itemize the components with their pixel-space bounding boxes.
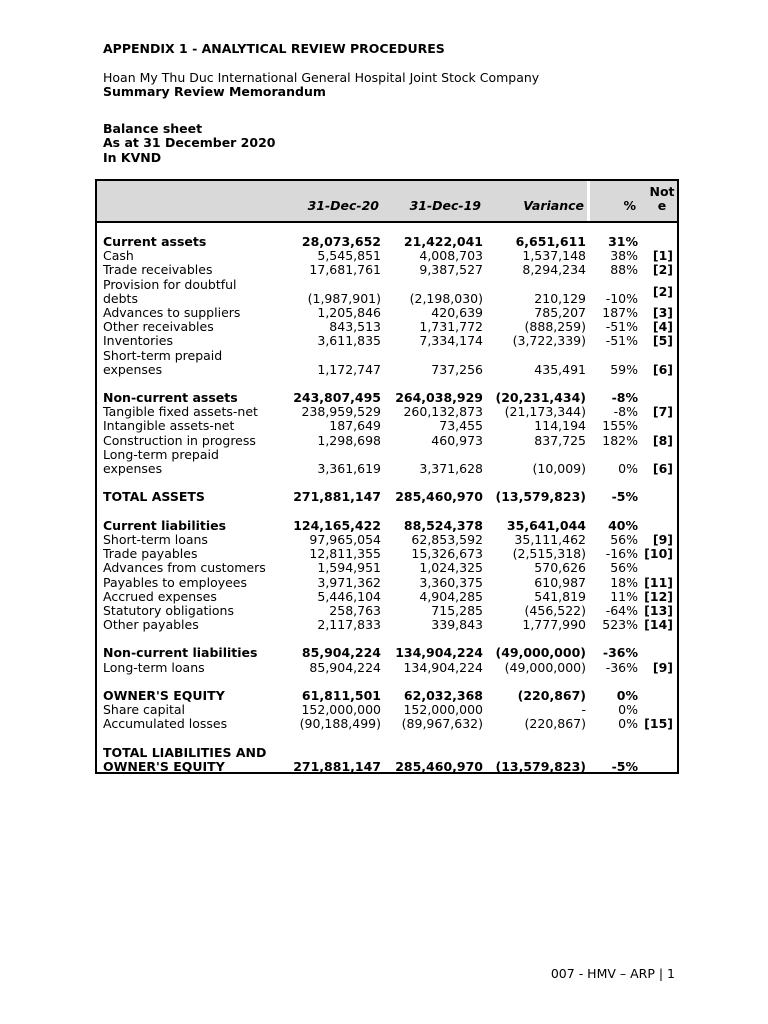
- table-row: [97, 590, 677, 604]
- table-row: [97, 405, 677, 419]
- row-label: Non-current assets: [103, 390, 238, 406]
- variance-value: (49,000,000): [495, 645, 586, 661]
- value-31-dec-19: 4,008,703: [419, 248, 483, 264]
- variance-value: (2,515,318): [512, 546, 586, 562]
- value-31-dec-19: 285,460,970: [395, 489, 483, 505]
- value-31-dec-19: 3,360,375: [419, 574, 483, 590]
- value-31-dec-19: 134,904,224: [403, 659, 483, 675]
- row-label: Inventories: [103, 333, 173, 349]
- table-row: [97, 746, 677, 774]
- percent-value: 59%: [610, 361, 638, 377]
- row-label: Accumulated losses: [103, 716, 228, 732]
- variance-value: 610,987: [534, 574, 586, 590]
- table-row: [97, 604, 677, 618]
- percent-value: 0%: [616, 688, 638, 704]
- balance-sheet-table: [95, 179, 679, 774]
- percent-value: -8%: [613, 404, 638, 420]
- variance-value: 435,491: [534, 361, 586, 377]
- row-label: Cash: [103, 248, 134, 264]
- table-row: [97, 235, 677, 249]
- value-31-dec-19: 460,973: [431, 432, 483, 448]
- row-label: Provision for doubtful: [103, 276, 237, 292]
- value-31-dec-19: 73,455: [439, 418, 483, 434]
- value-31-dec-19: 1,731,772: [419, 319, 483, 335]
- value-31-dec-20: 5,545,851: [317, 248, 381, 264]
- row-label: Short-term prepaid: [103, 347, 223, 363]
- row-label-continued: expenses: [103, 461, 163, 477]
- note-reference: [6]: [652, 361, 673, 377]
- variance-value: (21,173,344): [504, 404, 586, 420]
- note-reference: [6]: [652, 461, 673, 477]
- table-row: [97, 434, 677, 448]
- percent-value: 56%: [610, 531, 638, 547]
- value-31-dec-19: 715,285: [431, 602, 483, 618]
- note-reference: [9]: [652, 531, 673, 547]
- percent-value: 182%: [602, 432, 638, 448]
- percent-value: 31%: [608, 234, 638, 249]
- value-31-dec-20: 1,298,698: [317, 432, 381, 448]
- value-31-dec-19: 62,032,368: [403, 688, 483, 704]
- row-label: Intangible assets-net: [103, 418, 235, 434]
- table-row: [97, 334, 677, 348]
- statement-unit: In KVND: [103, 150, 162, 165]
- value-31-dec-19: (2,198,030): [409, 290, 483, 306]
- value-31-dec-20: 1,594,951: [317, 560, 381, 576]
- percent-value: -36%: [602, 645, 638, 661]
- variance-value: 35,641,044: [506, 517, 586, 533]
- percent-value: -51%: [605, 319, 638, 335]
- variance-value: -: [581, 702, 586, 718]
- note-reference: [1]: [652, 248, 673, 264]
- table-row: [97, 349, 677, 377]
- row-label: Payables to employees: [103, 574, 248, 590]
- variance-value: (888,259): [524, 319, 586, 335]
- header-divider: [587, 181, 590, 221]
- value-31-dec-20: 152,000,000: [301, 702, 381, 718]
- variance-value: 837,725: [534, 432, 586, 448]
- note-reference: [8]: [652, 432, 673, 448]
- percent-value: 187%: [602, 304, 638, 320]
- page-footer: 007 - HMV – ARP | 1: [550, 966, 675, 981]
- value-31-dec-20: 271,881,147: [293, 489, 381, 505]
- value-31-dec-19: 1,024,325: [419, 560, 483, 576]
- value-31-dec-19: 134,904,224: [395, 645, 483, 661]
- column-header-31-dec-19: 31-Dec-19: [409, 198, 481, 213]
- statement-date: As at 31 December 2020: [103, 135, 276, 150]
- percent-value: -5%: [611, 489, 638, 505]
- percent-value: 88%: [610, 262, 638, 278]
- percent-value: 56%: [610, 560, 638, 576]
- column-header-31-dec-20: 31-Dec-20: [307, 198, 379, 213]
- note-reference: [12]: [644, 588, 673, 604]
- value-31-dec-19: 3,371,628: [419, 461, 483, 477]
- row-label: Accrued expenses: [103, 588, 217, 604]
- spacer-row: [97, 675, 677, 689]
- value-31-dec-19: 420,639: [431, 304, 483, 320]
- value-31-dec-20: 85,904,224: [301, 645, 381, 661]
- row-label: Tangible fixed assets-net: [103, 404, 258, 420]
- row-label: Advances to suppliers: [103, 304, 241, 320]
- company-name: Hoan My Thu Duc International General Hospital Joint Stock Company: [103, 70, 540, 85]
- value-31-dec-20: 97,965,054: [309, 531, 381, 547]
- value-31-dec-20: 2,117,833: [317, 617, 381, 633]
- variance-value: 8,294,234: [522, 262, 586, 278]
- row-label: TOTAL LIABILITIES AND: [103, 744, 267, 760]
- spacer-row: [97, 476, 677, 490]
- value-31-dec-20: 85,904,224: [309, 659, 381, 675]
- table-row: [97, 263, 677, 277]
- note-reference: [10]: [644, 546, 673, 562]
- row-label: Construction in progress: [103, 432, 256, 448]
- percent-value: -36%: [605, 659, 638, 675]
- value-31-dec-20: 5,446,104: [317, 588, 381, 604]
- note-reference: [7]: [652, 404, 673, 420]
- percent-value: 38%: [610, 248, 638, 264]
- value-31-dec-20: 271,881,147: [293, 758, 381, 774]
- value-31-dec-20: 1,205,846: [317, 304, 381, 320]
- spacer-row: [97, 377, 677, 391]
- note-reference: [11]: [644, 574, 673, 590]
- percent-value: -10%: [605, 290, 638, 306]
- value-31-dec-20: 187,649: [329, 418, 381, 434]
- value-31-dec-20: 3,971,362: [317, 574, 381, 590]
- row-label: Current liabilities: [103, 517, 227, 533]
- percent-value: 11%: [610, 588, 638, 604]
- table-row: [97, 519, 677, 533]
- value-31-dec-19: 21,422,041: [403, 234, 483, 249]
- row-label: Other payables: [103, 617, 199, 633]
- variance-value: 570,626: [534, 560, 586, 576]
- percent-value: -8%: [611, 390, 638, 406]
- column-header-variance: Variance: [523, 198, 584, 213]
- table-row: [97, 717, 677, 731]
- value-31-dec-20: 17,681,761: [309, 262, 381, 278]
- value-31-dec-19: (89,967,632): [401, 716, 483, 732]
- variance-value: (10,009): [532, 461, 586, 477]
- note-reference: [4]: [652, 319, 673, 335]
- value-31-dec-19: 7,334,174: [419, 333, 483, 349]
- variance-value: 541,819: [534, 588, 586, 604]
- table-row: [97, 419, 677, 433]
- table-row: [97, 661, 677, 675]
- variance-value: 114,194: [534, 418, 586, 434]
- value-31-dec-19: 4,904,285: [419, 588, 483, 604]
- memo-title: Summary Review Memorandum: [103, 84, 326, 99]
- variance-value: 785,207: [534, 304, 586, 320]
- variance-value: 210,129: [534, 290, 586, 306]
- value-31-dec-20: 1,172,747: [317, 361, 381, 377]
- row-label: Advances from customers: [103, 560, 266, 576]
- variance-value: (220,867): [517, 688, 586, 704]
- variance-value: 35,111,462: [514, 531, 586, 547]
- column-header-percent: %: [623, 198, 636, 213]
- row-label: TOTAL ASSETS: [103, 489, 205, 505]
- row-label-continued: expenses: [103, 361, 163, 377]
- row-label: Statutory obligations: [103, 602, 234, 618]
- table-row: [97, 306, 677, 320]
- row-label: Long-term loans: [103, 659, 205, 675]
- percent-value: -5%: [611, 758, 638, 774]
- note-reference: [2]: [652, 262, 673, 278]
- value-31-dec-19: 152,000,000: [403, 702, 483, 718]
- note-reference: [5]: [652, 333, 673, 349]
- table-header: [97, 181, 677, 223]
- note-reference: [2]: [652, 283, 673, 299]
- value-31-dec-20: 243,807,495: [293, 390, 381, 406]
- note-reference: [9]: [652, 659, 673, 675]
- percent-value: -64%: [605, 602, 638, 618]
- row-label: Long-term prepaid: [103, 446, 219, 462]
- table-body: [97, 235, 677, 774]
- table-row: [97, 576, 677, 590]
- table-row: [97, 533, 677, 547]
- table-row: [97, 689, 677, 703]
- variance-value: (220,867): [524, 716, 586, 732]
- percent-value: -16%: [605, 546, 638, 562]
- percent-value: 0%: [618, 461, 638, 477]
- variance-value: (13,579,823): [495, 758, 586, 774]
- note-reference: [13]: [644, 602, 673, 618]
- table-row: [97, 703, 677, 717]
- row-label: Trade payables: [103, 546, 198, 562]
- percent-value: -51%: [605, 333, 638, 349]
- value-31-dec-19: 285,460,970: [395, 758, 483, 774]
- table-row: [97, 646, 677, 660]
- row-label: Short-term loans: [103, 531, 208, 547]
- variance-value: 6,651,611: [515, 234, 586, 249]
- variance-value: 1,537,148: [522, 248, 586, 264]
- value-31-dec-20: 12,811,355: [309, 546, 381, 562]
- table-row: [97, 448, 677, 476]
- percent-value: 40%: [608, 517, 638, 533]
- table-row: [97, 320, 677, 334]
- spacer-row: [97, 505, 677, 519]
- row-label: Share capital: [103, 702, 186, 718]
- table-row: [97, 278, 677, 306]
- table-row: [97, 490, 677, 504]
- row-label: Non-current liabilities: [103, 645, 258, 661]
- variance-value: 1,777,990: [522, 617, 586, 633]
- statement-name: Balance sheet: [103, 121, 203, 136]
- value-31-dec-20: 61,811,501: [301, 688, 381, 704]
- variance-value: (49,000,000): [504, 659, 586, 675]
- value-31-dec-20: 28,073,652: [301, 234, 381, 249]
- value-31-dec-20: 3,611,835: [317, 333, 381, 349]
- value-31-dec-19: 339,843: [431, 617, 483, 633]
- value-31-dec-19: 737,256: [431, 361, 483, 377]
- table-row: [97, 561, 677, 575]
- value-31-dec-19: 15,326,673: [411, 546, 483, 562]
- value-31-dec-19: 9,387,527: [419, 262, 483, 278]
- appendix-title: APPENDIX 1 - ANALYTICAL REVIEW PROCEDURES: [103, 41, 445, 56]
- note-reference: [14]: [644, 617, 673, 633]
- variance-value: (13,579,823): [495, 489, 586, 505]
- spacer-row: [97, 732, 677, 746]
- row-label-continued: debts: [103, 290, 138, 306]
- value-31-dec-20: 843,513: [329, 319, 381, 335]
- row-label: Trade receivables: [103, 262, 213, 278]
- row-label: Other receivables: [103, 319, 214, 335]
- row-label: Current assets: [103, 234, 207, 249]
- value-31-dec-19: 264,038,929: [395, 390, 483, 406]
- value-31-dec-19: 88,524,378: [403, 517, 483, 533]
- table-row: [97, 391, 677, 405]
- table-row: [97, 618, 677, 632]
- note-reference: [3]: [652, 304, 673, 320]
- variance-value: (3,722,339): [512, 333, 586, 349]
- note-reference: [15]: [644, 716, 673, 732]
- row-label-continued: OWNER'S EQUITY: [103, 758, 225, 774]
- percent-value: 523%: [602, 617, 638, 633]
- value-31-dec-20: 238,959,529: [301, 404, 381, 420]
- percent-value: 0%: [618, 702, 638, 718]
- percent-value: 0%: [618, 716, 638, 732]
- value-31-dec-19: 62,853,592: [411, 531, 483, 547]
- table-row: [97, 249, 677, 263]
- variance-value: (20,231,434): [495, 390, 586, 406]
- table-row: [97, 547, 677, 561]
- row-label: OWNER'S EQUITY: [103, 688, 225, 704]
- spacer-row: [97, 632, 677, 646]
- value-31-dec-20: (1,987,901): [307, 290, 381, 306]
- variance-value: (456,522): [524, 602, 586, 618]
- value-31-dec-20: 258,763: [329, 602, 381, 618]
- value-31-dec-20: 124,165,422: [293, 517, 381, 533]
- percent-value: 155%: [602, 418, 638, 434]
- value-31-dec-19: 260,132,873: [403, 404, 483, 420]
- value-31-dec-20: 3,361,619: [317, 461, 381, 477]
- column-header-note: Not e: [649, 184, 675, 213]
- percent-value: 18%: [610, 574, 638, 590]
- value-31-dec-20: (90,188,499): [299, 716, 381, 732]
